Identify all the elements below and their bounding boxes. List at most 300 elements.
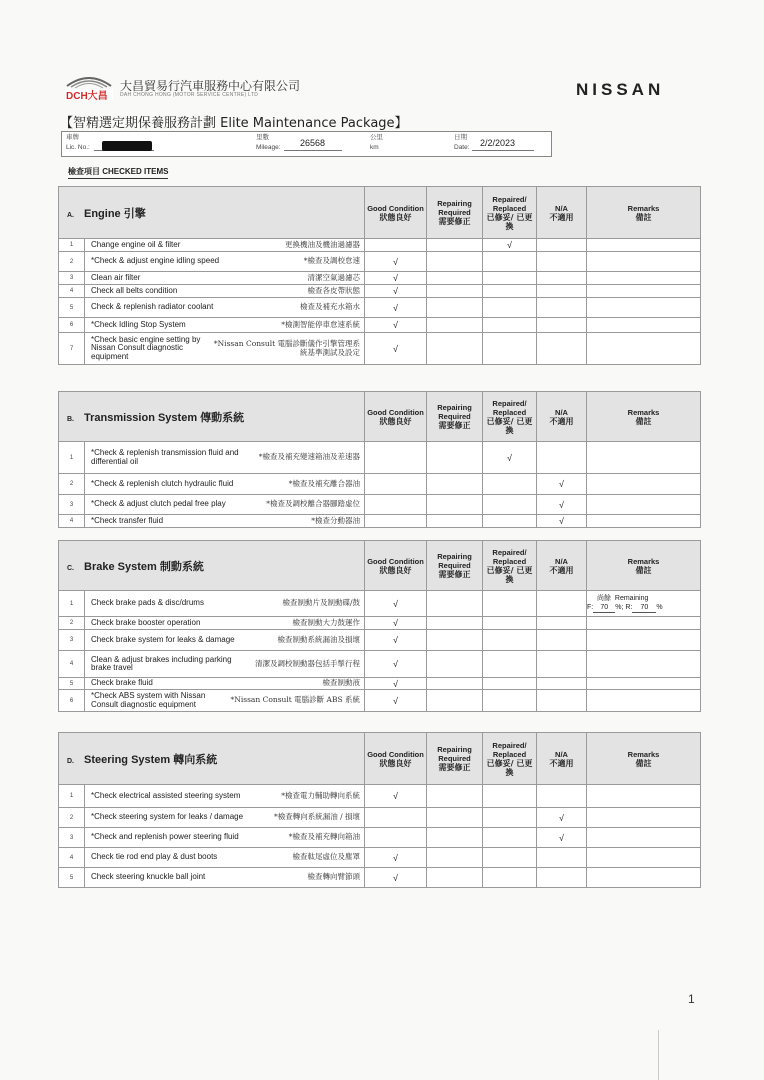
check-mark-icon: √ (393, 872, 398, 883)
table-row (59, 495, 701, 515)
table-row (59, 678, 701, 690)
section-title: D. Steering System 轉向系統 (59, 733, 365, 785)
check-mark-icon: √ (393, 256, 398, 267)
status-cell-good (365, 808, 427, 828)
status-cell-na (537, 591, 587, 617)
remarks-cell (587, 617, 701, 630)
item-number: 1 (59, 442, 85, 474)
status-cell-repaired (483, 298, 537, 318)
col-repaired: Repaired/ Replaced 已修妥/ 已更換 (483, 187, 537, 239)
status-cell-repairing (427, 515, 483, 528)
status-cell-good (365, 495, 427, 515)
item-label-en: Check tie rod end play & dust boots (91, 852, 218, 862)
section-transmission-table (58, 391, 701, 528)
status-cell-na (537, 828, 587, 848)
check-mark-icon: √ (559, 516, 564, 526)
remarks-cell (587, 868, 701, 888)
col-remarks: Remarks 備註 (587, 187, 701, 239)
table-row (59, 785, 701, 808)
item-number: 1 (59, 239, 85, 252)
item-description (85, 318, 365, 333)
item-label-en: Check brake booster operation (91, 617, 201, 627)
item-label-en: Check brake pads & disc/drums (91, 598, 204, 608)
km-label-cn: 公里 (370, 134, 383, 141)
item-label-zh: *檢查及調校怠速 (303, 256, 361, 266)
table-row (59, 252, 701, 272)
check-mark-icon: √ (393, 635, 398, 645)
check-mark-icon: √ (393, 598, 398, 609)
col-repairing: Repairing Required 需要修正 (427, 187, 483, 239)
front-remaining-value: 70 (593, 603, 615, 613)
remarks-cell (587, 495, 701, 515)
item-number: 5 (59, 298, 85, 318)
mileage-label: Mileage: (256, 144, 281, 151)
status-cell-repairing (427, 333, 483, 365)
check-mark-icon: √ (393, 695, 398, 706)
check-mark-icon: √ (559, 499, 564, 510)
col-repairing: Repairing Required 需要修正 (427, 541, 483, 591)
status-cell-repaired (483, 474, 537, 495)
item-label-zh: *檢查及補充離合器油 (288, 478, 361, 488)
item-description (85, 442, 365, 474)
table-row (59, 318, 701, 333)
col-repaired: Repaired/ Replaced 已修妥/ 已更換 (483, 392, 537, 442)
status-cell-good (365, 630, 427, 651)
col-remarks: Remarks 備註 (587, 733, 701, 785)
status-cell-repaired (483, 617, 537, 630)
item-number: 3 (59, 495, 85, 515)
table-row (59, 828, 701, 848)
item-description (85, 868, 365, 888)
item-label-zh: *檢測智能停車怠速系統 (281, 319, 361, 329)
status-cell-good (365, 285, 427, 298)
check-mark-icon: √ (393, 678, 398, 689)
mileage-label-cn: 里數 (256, 134, 269, 141)
item-label-zh: 清潔空氣過濾芯 (307, 272, 361, 282)
status-cell-na (537, 515, 587, 528)
remarks-cell (587, 515, 701, 528)
item-label-zh: 檢查制動片及制動碟/鼓 (282, 598, 361, 608)
check-mark-icon: √ (393, 659, 398, 669)
item-description (85, 515, 365, 528)
remarks-cell (587, 828, 701, 848)
remarks-cell (587, 808, 701, 828)
item-label-zh: 檢查制動系統漏油及損壞 (277, 634, 361, 644)
redaction-block (102, 141, 152, 151)
status-cell-repairing (427, 808, 483, 828)
remarks-cell (587, 591, 701, 617)
check-mark-icon: √ (393, 273, 398, 283)
status-cell-na (537, 651, 587, 678)
item-label-en: Check brake fluid (91, 678, 153, 688)
item-number: 7 (59, 333, 85, 365)
item-label-zh: *Nissan Consult 電腦診斷儀作引擎管理系統基準測試及設定 (213, 339, 361, 357)
status-cell-repairing (427, 474, 483, 495)
item-number: 1 (59, 785, 85, 808)
item-label-zh: 檢查轉向臂節頭 (307, 872, 361, 882)
table-row (59, 630, 701, 651)
status-cell-repaired (483, 442, 537, 474)
item-number: 5 (59, 678, 85, 690)
item-number: 3 (59, 828, 85, 848)
section-title: C. Brake System 制動系統 (59, 541, 365, 591)
item-number: 3 (59, 630, 85, 651)
status-cell-good (365, 298, 427, 318)
status-cell-repairing (427, 651, 483, 678)
status-cell-na (537, 252, 587, 272)
col-remarks: Remarks 備註 (587, 541, 701, 591)
col-good: Good Condition 狀態良好 (365, 733, 427, 785)
item-description (85, 591, 365, 617)
check-mark-icon: √ (559, 832, 564, 843)
item-label-zh: *檢查及補充變速箱油及差速器 (258, 452, 361, 462)
remarks-cell (587, 272, 701, 285)
col-good: Good Condition 狀態良好 (365, 187, 427, 239)
item-description (85, 785, 365, 808)
status-cell-repaired (483, 285, 537, 298)
item-label-zh: 檢查制動液 (322, 678, 361, 688)
item-label-en: *Check & replenish transmission fluid and differential oil (91, 448, 239, 466)
status-cell-repaired (483, 651, 537, 678)
remarks-cell (587, 285, 701, 298)
status-cell-good (365, 318, 427, 333)
item-label-zh: *檢查轉向系統漏油 / 損壞 (273, 812, 361, 822)
table-row (59, 333, 701, 365)
item-description (85, 474, 365, 495)
status-cell-repaired (483, 785, 537, 808)
remaining-values: F: 70 %; R: 70 % (587, 604, 663, 611)
status-cell-na (537, 617, 587, 630)
nissan-brand: NISSAN (576, 80, 665, 99)
company-name-en: DAH CHONG HONG (MOTOR SERVICE CENTRE) LTD (120, 92, 259, 98)
col-repaired: Repaired/ Replaced 已修妥/ 已更換 (483, 541, 537, 591)
status-cell-repairing (427, 285, 483, 298)
status-cell-repaired (483, 239, 537, 252)
check-mark-icon: √ (559, 479, 564, 489)
item-description (85, 690, 365, 712)
table-row (59, 617, 701, 630)
section-header-row (59, 541, 701, 591)
item-description (85, 285, 365, 298)
status-cell-repairing (427, 239, 483, 252)
status-cell-good (365, 868, 427, 888)
date-label-cn: 日期 (454, 134, 467, 141)
status-cell-good (365, 474, 427, 495)
item-label-en: Check steering knuckle ball joint (91, 872, 206, 882)
status-cell-repaired (483, 272, 537, 285)
status-cell-good (365, 617, 427, 630)
table-row (59, 285, 701, 298)
section-title: A. Engine 引擎 (59, 187, 365, 239)
status-cell-repairing (427, 785, 483, 808)
item-label-zh: 清潔及調校制動器包括手掣行程 (255, 658, 361, 668)
item-label-en: *Check and replenish power steering fluid (91, 832, 239, 842)
table-row (59, 848, 701, 868)
table-row (59, 690, 701, 712)
status-cell-repairing (427, 690, 483, 712)
check-mark-icon: √ (507, 452, 512, 463)
status-cell-repairing (427, 630, 483, 651)
remarks-cell (587, 785, 701, 808)
check-mark-icon: √ (507, 240, 512, 250)
col-na: N/A 不適用 (537, 187, 587, 239)
remarks-cell (587, 239, 701, 252)
item-description (85, 333, 365, 365)
status-cell-na (537, 868, 587, 888)
status-cell-repaired (483, 318, 537, 333)
status-cell-repaired (483, 848, 537, 868)
check-mark-icon: √ (393, 852, 398, 863)
item-label-zh: 更換機油及機油過濾器 (285, 239, 361, 249)
status-cell-na (537, 272, 587, 285)
item-number: 4 (59, 651, 85, 678)
item-label-en: *Check transfer fluid (91, 515, 164, 525)
col-good: Good Condition 狀態良好 (365, 392, 427, 442)
status-cell-good (365, 690, 427, 712)
date-underline (472, 150, 534, 151)
remarks-cell (587, 651, 701, 678)
status-cell-na (537, 318, 587, 333)
item-description (85, 678, 365, 690)
status-cell-repairing (427, 591, 483, 617)
status-cell-repairing (427, 678, 483, 690)
table-row (59, 272, 701, 285)
status-cell-good (365, 515, 427, 528)
status-cell-na (537, 785, 587, 808)
status-cell-na (537, 298, 587, 318)
status-cell-na (537, 442, 587, 474)
status-cell-na (537, 678, 587, 690)
section-engine-table (58, 186, 701, 365)
status-cell-na (537, 239, 587, 252)
status-cell-good (365, 651, 427, 678)
status-cell-repaired (483, 868, 537, 888)
section-header-row (59, 392, 701, 442)
status-cell-good (365, 239, 427, 252)
remarks-cell (587, 298, 701, 318)
status-cell-good (365, 442, 427, 474)
table-row (59, 868, 701, 888)
company-name-cn: 大昌貿易行汽車服務中心有限公司 (120, 79, 301, 93)
dch-logo-icon (63, 72, 115, 102)
km-label: km (370, 144, 379, 151)
col-remarks: Remarks 備註 (587, 392, 701, 442)
item-label-en: *Check & replenish clutch hydraulic fluid (91, 478, 234, 488)
col-na: N/A 不適用 (537, 733, 587, 785)
item-description (85, 298, 365, 318)
item-description (85, 617, 365, 630)
status-cell-repairing (427, 252, 483, 272)
col-na: N/A 不適用 (537, 541, 587, 591)
page-number: 1 (688, 992, 695, 1006)
item-label-en: Check & replenish radiator coolant (91, 302, 214, 312)
table-row (59, 442, 701, 474)
section-brake-table (58, 540, 701, 712)
status-cell-repaired (483, 495, 537, 515)
item-label-zh: 檢查及補充水箱水 (300, 302, 361, 312)
status-cell-repairing (427, 318, 483, 333)
document-title: 【智精選定期保養服務計劃 Elite Maintenance Package】 (60, 116, 408, 131)
item-number: 2 (59, 617, 85, 630)
status-cell-good (365, 591, 427, 617)
item-label-en: *Check Idling Stop System (91, 319, 186, 329)
status-cell-good (365, 678, 427, 690)
table-row (59, 591, 701, 617)
status-cell-repairing (427, 617, 483, 630)
lic-label: Lic. No.: (66, 144, 90, 151)
table-row (59, 474, 701, 495)
status-cell-na (537, 333, 587, 365)
section-steering-table (58, 732, 701, 888)
status-cell-good (365, 272, 427, 285)
col-repairing: Repairing Required 需要修正 (427, 733, 483, 785)
remarks-cell (587, 252, 701, 272)
item-label-zh: *檢查及調校離合器腳踏虛位 (266, 499, 361, 509)
status-cell-na (537, 630, 587, 651)
status-cell-na (537, 474, 587, 495)
lic-label-cn: 車牌 (66, 134, 79, 141)
status-cell-na (537, 808, 587, 828)
item-number: 2 (59, 474, 85, 495)
status-cell-na (537, 285, 587, 298)
table-row (59, 515, 701, 528)
status-cell-good (365, 848, 427, 868)
remarks-cell (587, 474, 701, 495)
item-label-en: Check all belts condition (91, 285, 178, 295)
status-cell-repairing (427, 848, 483, 868)
check-mark-icon: √ (393, 618, 398, 628)
item-label-en: *Check electrical assisted steering system (91, 790, 241, 800)
item-label-en: *Check basic engine setting by Nissan Consult diagnostic equipment (91, 334, 201, 361)
item-label-en: *Check & adjust engine idling speed (91, 256, 220, 266)
section-header-row (59, 187, 701, 239)
col-repaired: Repaired/ Replaced 已修妥/ 已更換 (483, 733, 537, 785)
col-good: Good Condition 狀態良好 (365, 541, 427, 591)
item-label-en: Clean air filter (91, 272, 141, 282)
check-mark-icon: √ (393, 343, 398, 354)
item-label-en: *Check & adjust clutch pedal free play (91, 499, 226, 509)
status-cell-repaired (483, 828, 537, 848)
item-number: 2 (59, 252, 85, 272)
item-label-en: Change engine oil & filter (91, 239, 181, 249)
mileage-value: 26568 (300, 138, 326, 148)
item-description (85, 495, 365, 515)
item-label-en: Clean & adjust brakes including parking brake travel (91, 654, 232, 672)
col-repairing: Repairing Required 需要修正 (427, 392, 483, 442)
check-mark-icon: √ (393, 320, 398, 330)
remarks-cell (587, 690, 701, 712)
item-label-zh: 檢查各皮帶狀態 (307, 285, 361, 295)
item-description (85, 272, 365, 285)
item-number: 5 (59, 868, 85, 888)
check-mark-icon: √ (393, 302, 398, 313)
page-fold-line (658, 1030, 659, 1080)
status-cell-na (537, 495, 587, 515)
status-cell-repaired (483, 591, 537, 617)
item-label-zh: 檢查制動大力鼓運作 (292, 617, 361, 627)
table-row (59, 651, 701, 678)
status-cell-good (365, 828, 427, 848)
logo-text: DCH大昌 (66, 91, 108, 102)
remarks-cell (587, 678, 701, 690)
item-label-zh: *Nissan Consult 電腦診斷 ABS 系統 (230, 695, 361, 705)
status-cell-repairing (427, 828, 483, 848)
item-label-zh: 檢查軚尾虛位及塵罩 (292, 852, 361, 862)
item-description (85, 848, 365, 868)
item-description (85, 239, 365, 252)
item-number: 1 (59, 591, 85, 617)
item-label-zh: *檢查電力輔助轉向系統 (281, 790, 361, 800)
status-cell-repaired (483, 630, 537, 651)
status-cell-na (537, 848, 587, 868)
remarks-cell (587, 333, 701, 365)
status-cell-repaired (483, 690, 537, 712)
rear-remaining-value: 70 (632, 603, 656, 613)
item-number: 2 (59, 808, 85, 828)
item-number: 3 (59, 272, 85, 285)
check-mark-icon: √ (393, 791, 398, 801)
item-description (85, 808, 365, 828)
status-cell-repairing (427, 442, 483, 474)
status-cell-repaired (483, 808, 537, 828)
status-cell-repairing (427, 495, 483, 515)
status-cell-na (537, 690, 587, 712)
item-label-zh: *檢查分動器油 (311, 515, 361, 525)
col-na: N/A 不適用 (537, 392, 587, 442)
item-label-en: *Check ABS system with Nissan Consult diagnostic equipment (91, 691, 206, 709)
status-cell-repaired (483, 252, 537, 272)
table-row (59, 298, 701, 318)
section-title: B. Transmission System 傳動系統 (59, 392, 365, 442)
check-mark-icon: √ (393, 286, 398, 296)
remarks-cell (587, 848, 701, 868)
status-cell-repaired (483, 333, 537, 365)
check-mark-icon: √ (559, 812, 564, 823)
status-cell-repairing (427, 868, 483, 888)
item-description (85, 651, 365, 678)
item-number: 4 (59, 848, 85, 868)
item-description (85, 828, 365, 848)
status-cell-repairing (427, 298, 483, 318)
table-row (59, 239, 701, 252)
status-cell-good (365, 333, 427, 365)
status-cell-good (365, 252, 427, 272)
item-number: 4 (59, 285, 85, 298)
table-row (59, 808, 701, 828)
status-cell-repaired (483, 678, 537, 690)
item-number: 6 (59, 690, 85, 712)
status-cell-good (365, 785, 427, 808)
mileage-underline (284, 150, 342, 151)
remarks-cell (587, 442, 701, 474)
item-label-en: *Check steering system for leaks / damage (91, 812, 244, 822)
date-label: Date: (454, 144, 470, 151)
remarks-cell (587, 318, 701, 333)
section-header-row (59, 733, 701, 785)
item-number: 6 (59, 318, 85, 333)
date-value: 2/2/2023 (480, 138, 516, 148)
remaining-label: 尚餘 Remaining (597, 594, 649, 602)
remarks-cell (587, 630, 701, 651)
item-number: 4 (59, 515, 85, 528)
item-description (85, 630, 365, 651)
status-cell-repaired (483, 515, 537, 528)
checked-items-heading: 檢查項目 CHECKED ITEMS (68, 166, 168, 179)
item-description (85, 252, 365, 272)
item-label-en: Check brake system for leaks & damage (91, 634, 235, 644)
status-cell-repairing (427, 272, 483, 285)
item-label-zh: *檢查及補充轉向箱油 (288, 832, 361, 842)
